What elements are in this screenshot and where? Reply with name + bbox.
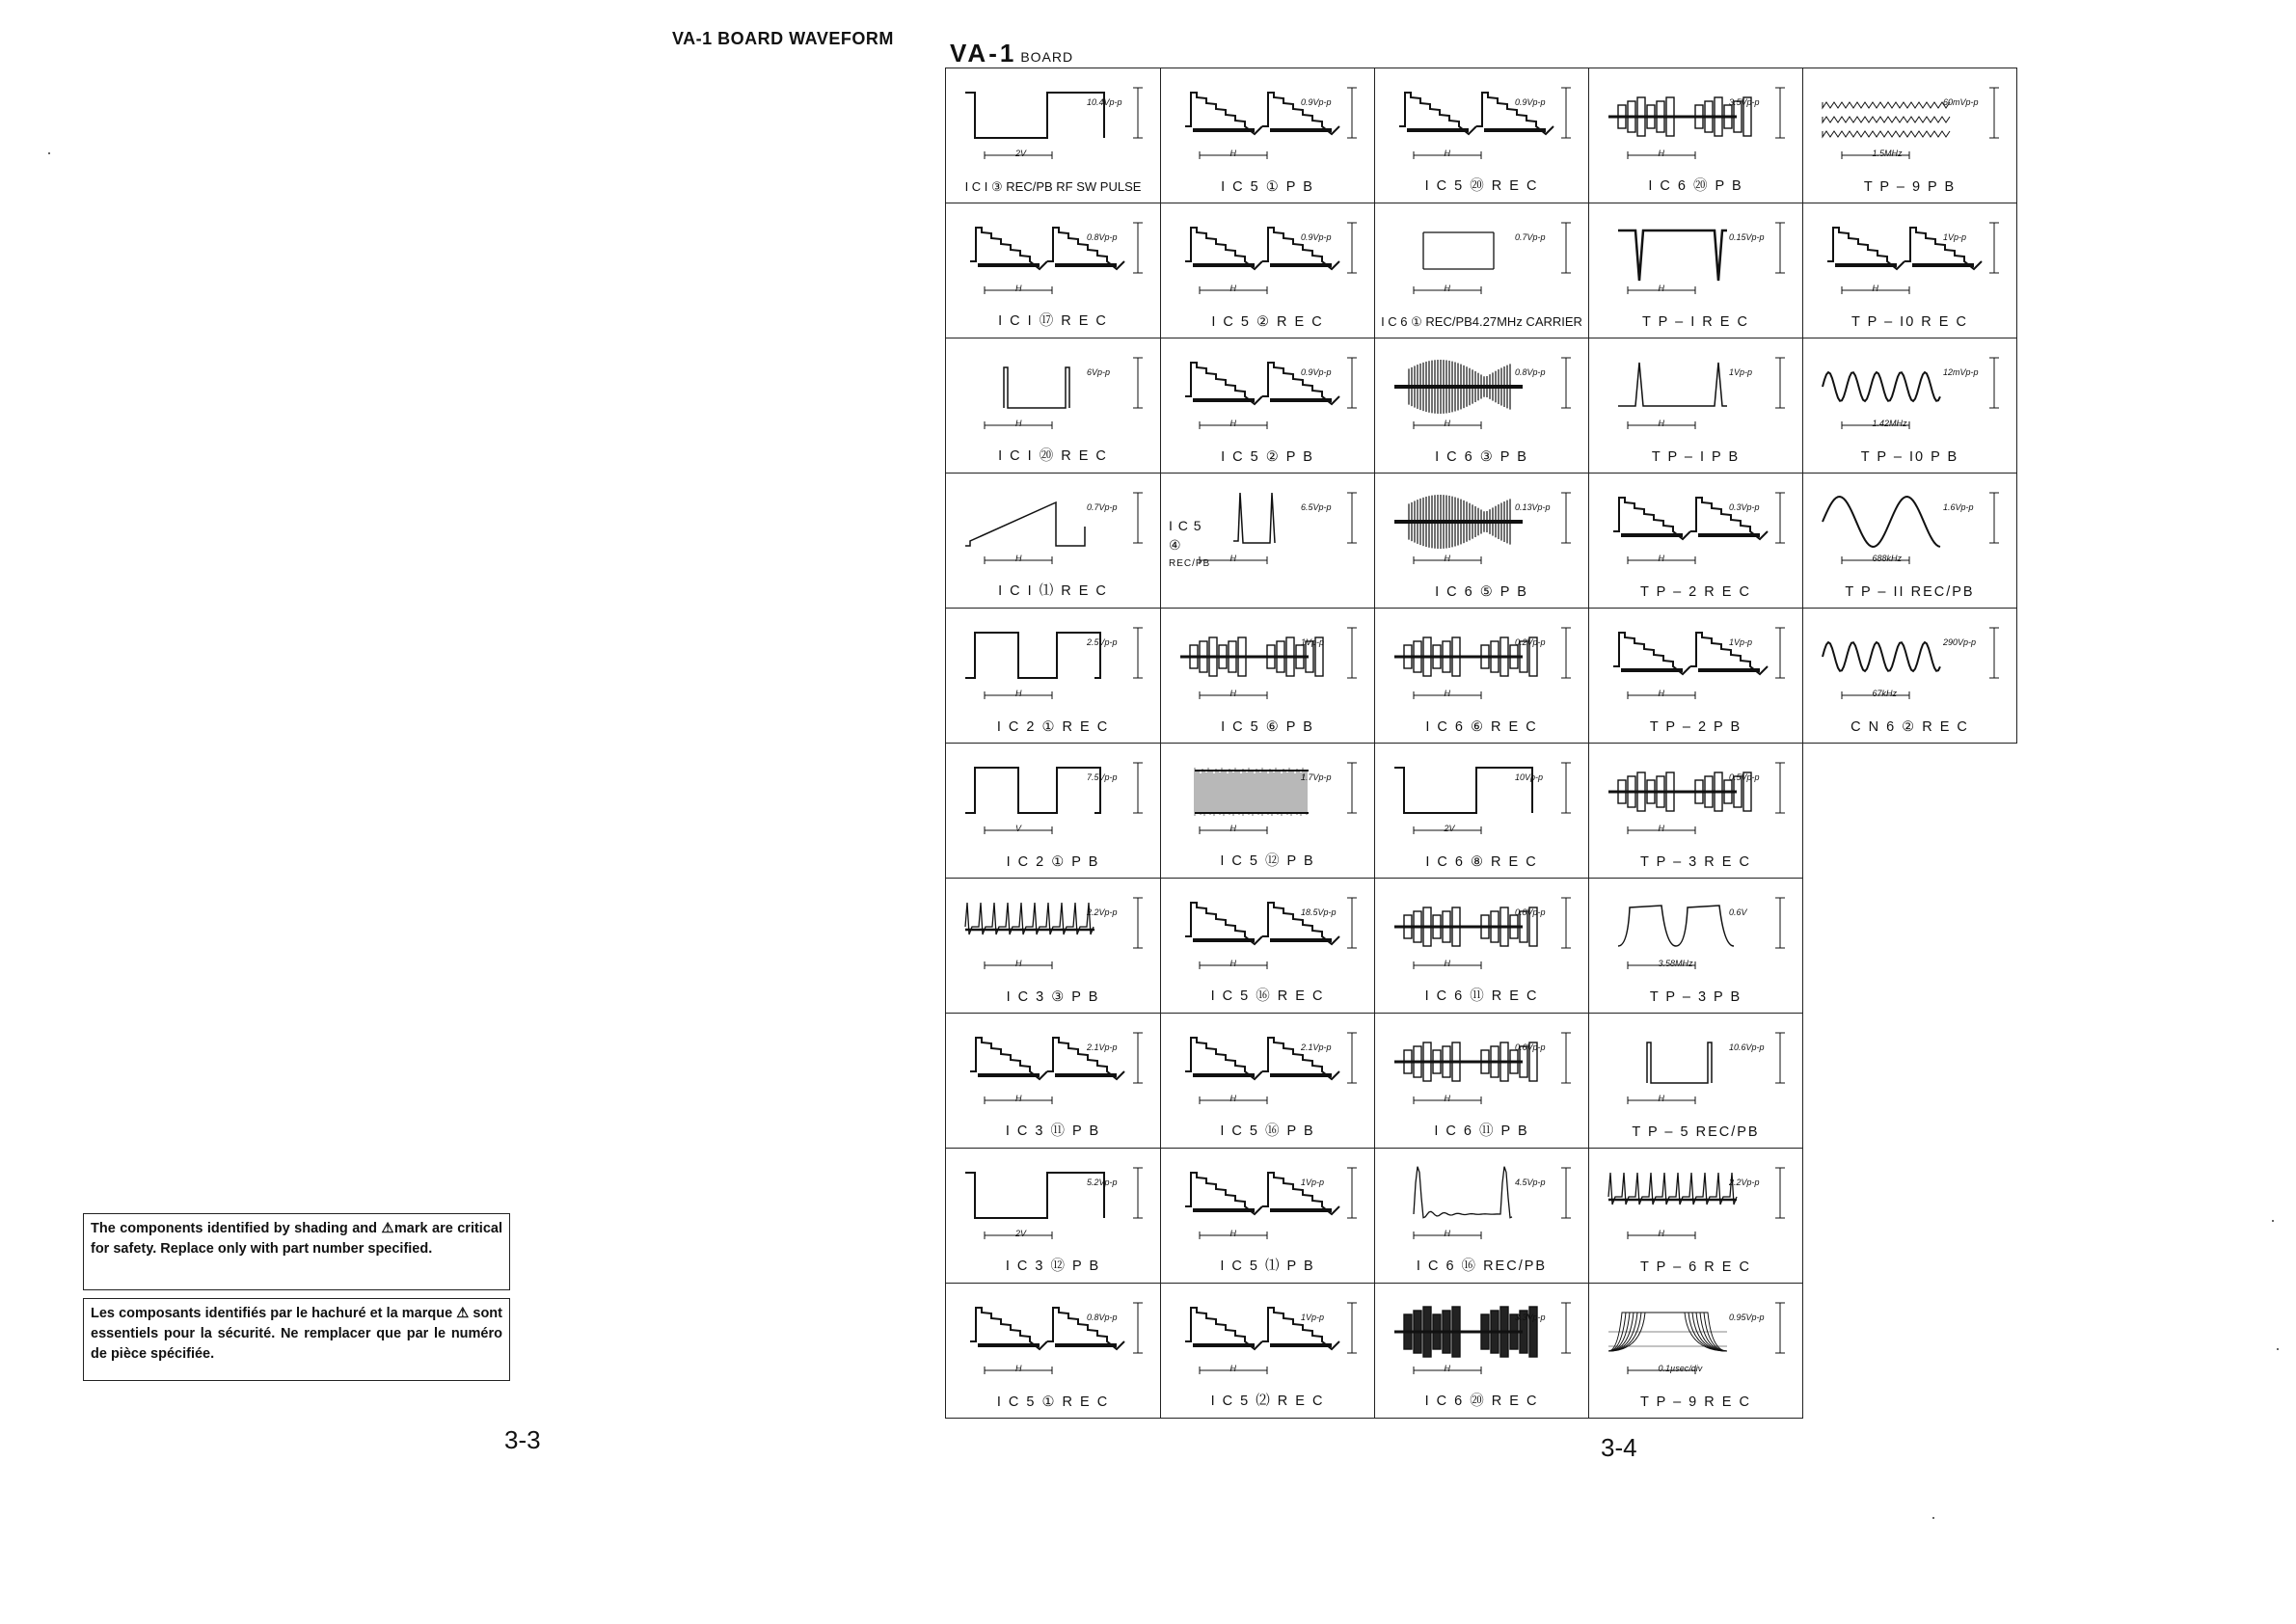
waveform-caption: I C 5 ⑳ R E C bbox=[1424, 178, 1539, 194]
amplitude-label: 0.9Vp-p bbox=[1515, 97, 1546, 107]
timebase-label: H bbox=[1658, 419, 1664, 428]
amplitude-label: 0.95Vp-p bbox=[1729, 1313, 1765, 1322]
timebase-label: H bbox=[1229, 284, 1236, 293]
waveform-caption: I C 5 ① P B bbox=[1221, 179, 1314, 195]
timebase-label: 2V bbox=[1015, 1229, 1027, 1238]
waveform-caption: I C 6 ⑳ R E C bbox=[1424, 1394, 1539, 1409]
timebase-label: H bbox=[1444, 1094, 1450, 1103]
waveform-caption: I C 6 ⑪ P B bbox=[1434, 1123, 1529, 1139]
waveform-cell bbox=[1160, 878, 1375, 1014]
page-title: VA-1 BOARD WAVEFORM bbox=[672, 29, 894, 48]
timebase-label: 2V bbox=[1015, 149, 1027, 158]
amplitude-label: 0.13Vp-p bbox=[1515, 502, 1551, 512]
amplitude-label: 12mVp-p bbox=[1943, 367, 1979, 377]
timebase-label: H bbox=[1229, 689, 1236, 698]
amplitude-label: 1Vp-p bbox=[1301, 1177, 1325, 1187]
safety-notice-french: Les composants identifiés par le hachuré et la marque ⚠ sont essentiels pour la sécurité. Ne remplacer que par le numéro de pièce spécifiée. bbox=[83, 1298, 510, 1381]
waveform-caption: I C 5 ⑫ P B bbox=[1220, 853, 1315, 869]
timebase-label: H bbox=[1444, 959, 1450, 968]
amplitude-label: 6.5Vp-p bbox=[1301, 502, 1332, 512]
amplitude-label: 1Vp-p bbox=[1301, 637, 1325, 647]
waveform-cell bbox=[1160, 68, 1375, 203]
amplitude-label: 10.4Vp-p bbox=[1087, 97, 1122, 107]
amplitude-label: 0.7Vp-p bbox=[1515, 232, 1546, 242]
amplitude-label: 1Vp-p bbox=[1729, 367, 1753, 377]
waveform-caption: I C 3 ⑪ P B bbox=[1005, 1123, 1101, 1139]
amplitude-label: 10Vp-p bbox=[1515, 772, 1544, 782]
timebase-label: H bbox=[1658, 284, 1664, 293]
timebase-label: H bbox=[1658, 824, 1664, 833]
amplitude-label: 3.5Vp-p bbox=[1729, 97, 1760, 107]
amplitude-label: 6Vp-p bbox=[1087, 367, 1111, 377]
waveform-cell bbox=[1588, 608, 1803, 744]
timebase-label: H bbox=[1444, 689, 1450, 698]
waveform-cell bbox=[1588, 1283, 1803, 1419]
waveform-caption: T P – II REC/PB bbox=[1845, 584, 1975, 600]
amplitude-label: 0.8Vp-p bbox=[1087, 1313, 1118, 1322]
waveform-cell bbox=[1802, 473, 2017, 609]
timebase-label: H bbox=[1229, 1229, 1236, 1238]
timebase-label: H bbox=[1229, 1364, 1236, 1373]
waveform-caption: T P – I0 R E C bbox=[1851, 314, 1968, 330]
waveform-cell bbox=[1160, 203, 1375, 338]
timebase-label: H bbox=[1229, 149, 1236, 158]
waveform-cell bbox=[1160, 608, 1375, 744]
amplitude-label: 0.8Vp-p bbox=[1515, 907, 1546, 917]
waveform-cell bbox=[1160, 1013, 1375, 1149]
waveform-cell bbox=[1588, 1148, 1803, 1284]
amplitude-label: 0.8Vp-p bbox=[1515, 367, 1546, 377]
amplitude-label: 7.5Vp-p bbox=[1087, 772, 1118, 782]
waveform-caption: I C 5 ⑥ P B bbox=[1221, 719, 1314, 735]
waveform-cell bbox=[1588, 473, 1803, 609]
timebase-label: H bbox=[1444, 284, 1450, 293]
timebase-label: H bbox=[1444, 149, 1450, 158]
timebase-label: 688kHz bbox=[1872, 554, 1903, 563]
amplitude-label: 2.1Vp-p bbox=[1087, 1042, 1118, 1052]
timebase-label: H bbox=[1015, 1094, 1022, 1103]
timebase-label: H bbox=[1444, 1364, 1450, 1373]
waveform-cell bbox=[1802, 608, 2017, 744]
waveform-caption: I C 3 ③ P B bbox=[1006, 989, 1100, 1005]
amplitude-label: 1Vp-p bbox=[1729, 637, 1753, 647]
waveform-cell bbox=[945, 68, 1161, 203]
timebase-label: H bbox=[1444, 554, 1450, 563]
waveform-caption: I C 3 ⑫ P B bbox=[1005, 1259, 1101, 1274]
waveform-cell bbox=[1374, 878, 1589, 1014]
amplitude-label: 0.2Vp-p bbox=[1515, 637, 1546, 647]
timebase-label: 67kHz bbox=[1872, 689, 1898, 698]
amplitude-label: 2.1Vp-p bbox=[1301, 1042, 1332, 1052]
scan-speck bbox=[2272, 1220, 2274, 1222]
waveform-caption: C N 6 ② R E C bbox=[1850, 719, 1969, 735]
board-title-main: VA-1 bbox=[950, 39, 1017, 68]
waveform-cell bbox=[1374, 1148, 1589, 1284]
waveform-caption: I C 5 ⑴ P B bbox=[1220, 1259, 1315, 1274]
waveform-caption: T P – I R E C bbox=[1642, 314, 1749, 330]
waveform-cell bbox=[945, 473, 1161, 609]
timebase-label: H bbox=[1444, 419, 1450, 428]
amplitude-label: 0.9Vp-p bbox=[1301, 232, 1332, 242]
waveform-caption: T P – 3 P B bbox=[1649, 989, 1742, 1005]
amplitude-label: 5.2Vp-p bbox=[1087, 1177, 1118, 1187]
waveform-cell bbox=[945, 338, 1161, 474]
ic5-pin-label-line: I C 5 bbox=[1169, 518, 1202, 533]
timebase-label: 2V bbox=[1444, 824, 1455, 833]
scan-speck bbox=[2277, 1348, 2279, 1350]
timebase-label: 1.5MHz bbox=[1872, 149, 1903, 158]
amplitude-label: 60mVp-p bbox=[1943, 97, 1979, 107]
waveform-caption: I C 2 ① R E C bbox=[996, 719, 1110, 735]
waveform-caption: I C 6 ③ P B bbox=[1435, 449, 1528, 465]
timebase-label: H bbox=[1229, 959, 1236, 968]
waveform-cell bbox=[1588, 203, 1803, 338]
scan-speck bbox=[1932, 1517, 1934, 1519]
waveform-caption: I C I ⑰ R E C bbox=[998, 313, 1108, 329]
waveform-caption: T P – 2 P B bbox=[1649, 719, 1742, 735]
waveform-cell bbox=[1374, 68, 1589, 203]
waveform-cell bbox=[1160, 1148, 1375, 1284]
timebase-label: H bbox=[1872, 284, 1878, 293]
waveform-caption: I C 6 ⑤ P B bbox=[1435, 584, 1528, 600]
waveform-caption: T P – 9 P B bbox=[1863, 179, 1957, 195]
waveform-caption: T P – I0 P B bbox=[1860, 449, 1959, 465]
ic5-pin-label-line: REC/PB bbox=[1169, 558, 1211, 569]
waveform-caption: T P – 5 REC/PB bbox=[1632, 1124, 1760, 1140]
timebase-label: H bbox=[1658, 554, 1664, 563]
amplitude-label: 0.3Vp-p bbox=[1729, 502, 1760, 512]
waveform-caption: I C 2 ① P B bbox=[1006, 854, 1100, 870]
amplitude-label: 0.15Vp-p bbox=[1729, 232, 1765, 242]
waveform-cell bbox=[945, 878, 1161, 1014]
waveform-cell bbox=[1374, 608, 1589, 744]
timebase-label: H bbox=[1015, 284, 1022, 293]
waveform-cell bbox=[1588, 338, 1803, 474]
waveform-caption: I C 5 ① R E C bbox=[996, 1394, 1110, 1410]
amplitude-label: 4.5Vp-p bbox=[1515, 1177, 1546, 1187]
amplitude-label: 3.3Vp-p bbox=[1515, 1313, 1546, 1322]
amplitude-label: 0.6Vp-p bbox=[1515, 1042, 1546, 1052]
timebase-label: H bbox=[1015, 1364, 1022, 1373]
waveform-cell bbox=[1802, 338, 2017, 474]
waveform-caption: T P – 9 R E C bbox=[1640, 1394, 1751, 1410]
waveform-cell bbox=[945, 1013, 1161, 1149]
waveform-caption: I C 5 ⑯ R E C bbox=[1210, 988, 1325, 1004]
amplitude-label: 10.6Vp-p bbox=[1729, 1042, 1765, 1052]
waveform-cell bbox=[1160, 338, 1375, 474]
waveform-caption: I C 6 ⑧ R E C bbox=[1425, 854, 1538, 870]
waveform-cell bbox=[1374, 1283, 1589, 1419]
timebase-label: H bbox=[1015, 419, 1022, 428]
amplitude-label: 0.8Vp-p bbox=[1087, 232, 1118, 242]
waveform-cell bbox=[945, 1148, 1161, 1284]
timebase-label: H bbox=[1229, 824, 1236, 833]
waveform-caption: T P – 3 R E C bbox=[1640, 854, 1751, 870]
timebase-label: 0.1µsec/div bbox=[1658, 1364, 1703, 1373]
timebase-label: H bbox=[1229, 419, 1236, 428]
page-number-left: 3-3 bbox=[504, 1425, 541, 1454]
waveform-cell bbox=[1802, 68, 2017, 203]
amplitude-label: 1.6Vp-p bbox=[1943, 502, 1974, 512]
amplitude-label: 2.5Vp-p bbox=[1087, 637, 1118, 647]
amplitude-label: 290Vp-p bbox=[1943, 637, 1977, 647]
waveform-cell bbox=[945, 608, 1161, 744]
waveform-caption: I C 6 ⑥ R E C bbox=[1425, 719, 1538, 735]
amplitude-label: 18.5Vp-p bbox=[1301, 907, 1337, 917]
timebase-label: H bbox=[1229, 1094, 1236, 1103]
waveform-cell bbox=[1802, 203, 2017, 338]
timebase-label: H bbox=[1015, 689, 1022, 698]
amplitude-label: 1Vp-p bbox=[1301, 1313, 1325, 1322]
timebase-label: H bbox=[1658, 1229, 1664, 1238]
timebase-label: H bbox=[1658, 1094, 1664, 1103]
timebase-label: H bbox=[1658, 689, 1664, 698]
waveform-cell bbox=[1374, 203, 1589, 338]
amplitude-label: 0.5Vp-p bbox=[1729, 772, 1760, 782]
waveform-cell bbox=[1160, 473, 1375, 609]
ic5-pin-label-line: ④ bbox=[1169, 537, 1182, 553]
waveform-caption: T P – 6 R E C bbox=[1640, 1259, 1751, 1275]
timebase-label: H bbox=[1444, 1229, 1450, 1238]
waveform-caption: I C 6 ① REC/PB4.27MHz CARRIER bbox=[1381, 314, 1582, 329]
waveform-caption: I C 5 ⑵ R E C bbox=[1210, 1394, 1325, 1409]
timebase-label: 3.58MHz bbox=[1658, 959, 1693, 968]
amplitude-label: 0.7Vp-p bbox=[1087, 502, 1118, 512]
waveform-caption: I C 6 ⑳ P B bbox=[1648, 178, 1743, 194]
waveform-caption: I C 5 ② P B bbox=[1221, 449, 1314, 465]
amplitude-label: 1Vp-p bbox=[1943, 232, 1967, 242]
waveform-caption: I C I ⑴ R E C bbox=[998, 583, 1108, 599]
waveform-cell bbox=[1374, 743, 1589, 879]
waveform-cell bbox=[1160, 743, 1375, 879]
waveform-caption: T P – I P B bbox=[1651, 449, 1741, 465]
amplitude-label: 0.6V bbox=[1729, 907, 1747, 917]
waveform-caption: I C I ③ REC/PB RF SW PULSE bbox=[964, 179, 1142, 194]
waveform-cell bbox=[945, 1283, 1161, 1419]
waveform-cell bbox=[1588, 878, 1803, 1014]
waveform-cell bbox=[1160, 1283, 1375, 1419]
timebase-label: H bbox=[1658, 149, 1664, 158]
safety-notice-english: The components identified by shading and ⚠mark are critical for safety. Replace only with part number specified. bbox=[83, 1213, 510, 1290]
timebase-label: H bbox=[1229, 554, 1236, 563]
waveform-caption: I C 6 ⑯ REC/PB bbox=[1416, 1259, 1548, 1274]
timebase-label: 1.42MHz bbox=[1872, 419, 1907, 428]
timebase-label: V bbox=[1015, 824, 1022, 833]
page-number-right: 3-4 bbox=[1601, 1433, 1637, 1462]
amplitude-label: 0.9Vp-p bbox=[1301, 97, 1332, 107]
waveform-cell bbox=[945, 743, 1161, 879]
waveform-cell bbox=[1588, 743, 1803, 879]
ic5-pin-label bbox=[1169, 516, 1210, 574]
board-title-suffix: BOARD bbox=[1020, 49, 1074, 65]
scan-speck bbox=[48, 152, 50, 154]
waveform-caption: I C 6 ⑪ R E C bbox=[1424, 988, 1539, 1004]
waveform-caption: T P – 2 R E C bbox=[1640, 584, 1751, 600]
board-title bbox=[950, 39, 1073, 68]
waveform-cell bbox=[1588, 68, 1803, 203]
amplitude-label: 1.7Vp-p bbox=[1301, 772, 1332, 782]
waveform-caption: I C 5 ② R E C bbox=[1211, 314, 1324, 330]
waveform-cell bbox=[1374, 338, 1589, 474]
amplitude-label: 0.9Vp-p bbox=[1301, 367, 1332, 377]
timebase-label: H bbox=[1015, 959, 1022, 968]
waveform-caption: I C I ⑳ R E C bbox=[998, 448, 1108, 464]
waveform-cell bbox=[1374, 473, 1589, 609]
waveform-cell bbox=[945, 203, 1161, 338]
waveform-caption: I C 5 ⑯ P B bbox=[1220, 1123, 1315, 1139]
waveform-cell bbox=[1588, 1013, 1803, 1149]
amplitude-label: 2.2Vp-p bbox=[1729, 1177, 1760, 1187]
amplitude-label: 2.2Vp-p bbox=[1087, 907, 1118, 917]
waveform-cell bbox=[1374, 1013, 1589, 1149]
timebase-label: H bbox=[1015, 554, 1022, 563]
